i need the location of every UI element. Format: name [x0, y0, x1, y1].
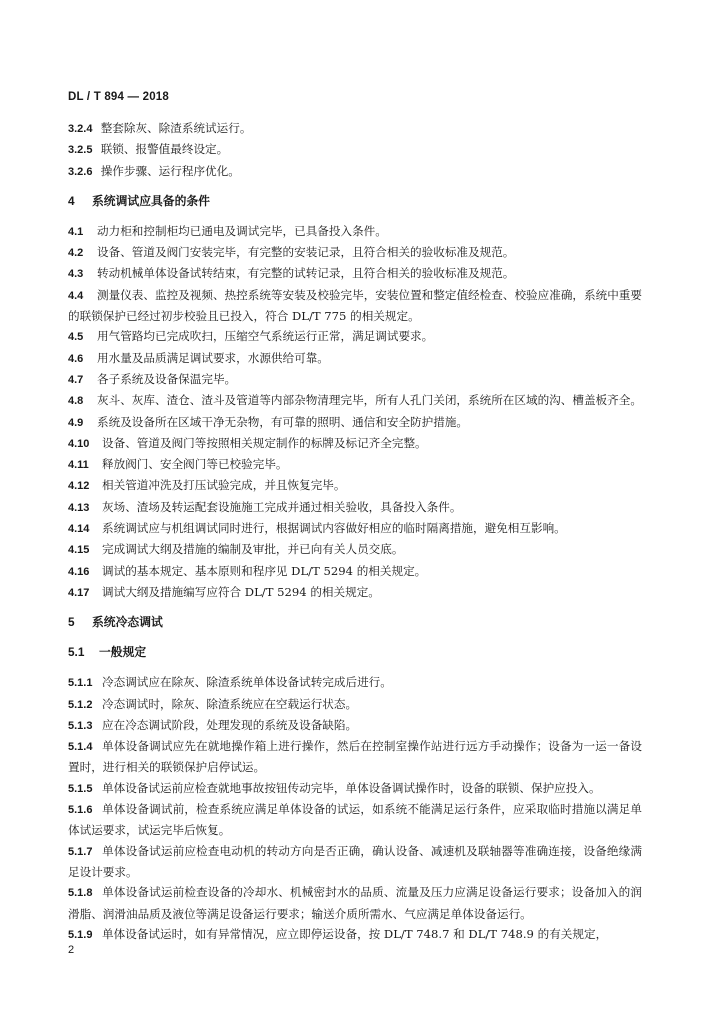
clause-number: 5.1.3 [68, 719, 93, 732]
clause-4-15 [68, 539, 642, 560]
clause-4-3 [68, 263, 642, 284]
clause-text: 用气管路均已完成吹扫，压缩空气系统运行正常，满足调试要求。 [97, 329, 434, 344]
clause-text: 灰斗、灰库、渣仓、渣斗及管道等内部杂物清理完毕，所有人孔门关闭，系统所在区域的沟、槽盖板齐全。 [97, 393, 642, 408]
clause-text: 冷态调试应在除灰、除渣系统单体设备试转完成后进行。 [102, 675, 392, 690]
clause-number: 3.2.5 [68, 144, 93, 157]
clause-5-1-4 [68, 736, 642, 778]
clause-number: 5.1.5 [68, 782, 93, 795]
clause-5-1-1 [68, 672, 642, 693]
clause-3-2-6 [68, 161, 642, 182]
clause-number: 3.2.4 [68, 123, 93, 135]
clause-4-13 [68, 497, 642, 518]
clause-number: 4.16 [68, 565, 90, 578]
clause-text: 系统调试应与机组调试同时进行，根据调试内容做好相应的临时隔离措施，避免相互影响。 [102, 521, 566, 536]
clause-text: 设备、管道及阀门安装完毕，有完整的安装记录，且符合相关的验收标准及规范。 [97, 245, 515, 260]
clause-text: 整套除灰、除渣系统试运行。 [100, 121, 252, 135]
clause-number: 4.2 [68, 247, 84, 260]
clause-text: 调试大纲及措施编写应符合 DL/T 5294 的相关规定。 [102, 584, 380, 599]
clause-text: 测量仪表、监控及视频、热控系统等安装及校验完毕，安装位置和整定值经检查、校验应准确，系统中重要的联锁保护已经过初步校验且已投入，符合 DL/T 775 的相关规定。 [68, 287, 642, 324]
clause-number: 4.7 [68, 373, 84, 386]
clause-text: 应在冷态调试阶段，处理发现的系统及设备缺陷。 [102, 717, 358, 732]
clause-text: 转动机械单体设备试转结束，有完整的试转记录，且符合相关的验收标准及规范。 [97, 266, 515, 281]
section-title: 系统调试应具备的条件 [92, 193, 210, 208]
clause-number: 4.14 [68, 523, 90, 536]
clause-number: 4.17 [68, 586, 90, 599]
clause-4-8 [68, 390, 642, 411]
standard-code-header: DL / T 894 — 2018 [68, 91, 169, 103]
clause-number: 4.3 [68, 268, 84, 281]
clause-number: 4.15 [68, 544, 90, 557]
page-number: 2 [68, 944, 75, 956]
clause-4-5 [68, 326, 642, 347]
clause-text: 完成调试大纲及措施的编制及审批，并已向有关人员交底。 [102, 542, 404, 557]
clause-text: 相关管道冲洗及打压试验完成，并且恢复完毕。 [102, 478, 346, 493]
clause-text: 灰场、渣场及转运配套设施施工完成并通过相关验收，具备投入条件。 [102, 499, 462, 514]
clause-number: 4.12 [68, 480, 90, 493]
clause-number: 5.1.8 [68, 887, 93, 900]
clause-number: 3.2.6 [68, 165, 93, 178]
clause-text: 系统及设备所在区域干净无杂物，有可靠的照明、通信和安全防护措施。 [97, 414, 469, 429]
clause-5-1-8 [68, 882, 642, 924]
clause-text: 各子系统及设备保温完毕。 [97, 371, 237, 386]
clause-4-9 [68, 412, 642, 433]
clause-5-1-9 [68, 924, 642, 945]
clause-4-14 [68, 518, 642, 539]
clause-text: 单体设备试运前应检查就地事故按钮传动完毕，单体设备调试操作时，设备的联锁、保护应投入。 [102, 780, 601, 795]
clause-text: 单体设备试运时，如有异常情况，应立即停运设备，按 DL/T 748.7 和 DL/T 748.9 的有关规定， [102, 926, 608, 941]
clause-text: 动力柜和控制柜均已通电及调试完毕，已具备投入条件。 [97, 223, 387, 238]
subsection-5-1-heading [68, 642, 642, 662]
clause-number: 5.1.1 [68, 677, 93, 690]
section-title: 系统冷态调试 [92, 615, 163, 630]
clause-4-2 [68, 242, 642, 263]
clause-4-11 [68, 454, 642, 475]
clause-5-1-7 [68, 841, 642, 883]
clause-text: 冷态调试时，除灰、除渣系统应在空载运行状态。 [102, 696, 358, 711]
clause-text: 用水量及品质满足调试要求，水源供给可靠。 [97, 350, 329, 365]
clause-text: 单体设备试运前应检查电动机的转动方向是否正确，确认设备、减速机及联轴器等准确连接，设备绝缘满足设计要求。 [68, 843, 642, 879]
clause-text: 单体设备试运前检查设备的冷却水、机械密封水的品质、流量及压力应满足设备运行要求；设备加入的润滑脂、润滑油品质及液位等满足设备运行要求；输送介质所需水、气应满足单体设备运行。 [68, 885, 642, 921]
clause-5-1-2 [68, 694, 642, 715]
clause-text: 设备、管道及阀门等按照相关规定制作的标牌及标记齐全完整。 [102, 435, 427, 450]
clause-4-4 [68, 285, 642, 327]
clause-number: 4.9 [68, 416, 84, 429]
clause-4-16 [68, 561, 642, 582]
clause-text: 释放阀门、安全阀门等已校验完毕。 [102, 457, 288, 472]
clause-number: 5.1.4 [68, 741, 93, 754]
clause-number: 4.8 [68, 395, 84, 408]
clause-4-7 [68, 369, 642, 390]
clause-number: 5.1.7 [68, 845, 93, 858]
clause-text: 联锁、报警值最终设定。 [100, 142, 229, 157]
clause-number: 4.10 [68, 437, 90, 450]
clause-number: 4.5 [68, 331, 84, 344]
clause-text: 单体设备调试前，检查系统应满足单体设备的试运，如系统不能满足运行条件，应采取临时措施以满足单体试运要求，试运完毕后恢复。 [68, 802, 642, 838]
section-4-heading [68, 191, 642, 211]
clause-number: 4.6 [68, 352, 84, 365]
subsection-title: 一般规定 [99, 645, 147, 660]
section-number: 4 [68, 193, 75, 208]
clause-5-1-6 [68, 799, 642, 841]
clause-4-10 [68, 433, 642, 454]
clause-5-1-5 [68, 778, 642, 799]
clause-text: 操作步骤、运行程序优化。 [100, 163, 240, 178]
clause-4-6 [68, 348, 642, 369]
clause-number: 4.11 [68, 459, 89, 472]
clause-3-2-4 [68, 118, 642, 139]
clause-number: 4.4 [68, 289, 84, 302]
section-5-heading [68, 612, 642, 632]
clause-3-2-5 [68, 139, 642, 160]
clause-text: 调试的基本规定、基本原则和程序见 DL/T 5294 的相关规定。 [102, 563, 427, 578]
clause-5-1-3 [68, 715, 642, 736]
clause-text: 单体设备调试应先在就地操作箱上进行操作，然后在控制室操作站进行远方手动操作；设备为一运一备设置时，进行相关的联锁保护启停试运。 [68, 739, 642, 775]
clause-number: 5.1.6 [68, 804, 93, 817]
clause-number: 5.1.9 [68, 928, 93, 941]
clause-4-1 [68, 221, 642, 242]
section-number: 5 [68, 615, 75, 630]
subsection-number: 5.1 [68, 645, 85, 660]
clause-number: 4.13 [68, 501, 90, 514]
clause-number: 4.1 [68, 225, 84, 238]
clause-number: 5.1.2 [68, 698, 93, 711]
clause-4-12 [68, 475, 642, 496]
page-content [68, 118, 642, 945]
clause-4-17 [68, 582, 642, 603]
